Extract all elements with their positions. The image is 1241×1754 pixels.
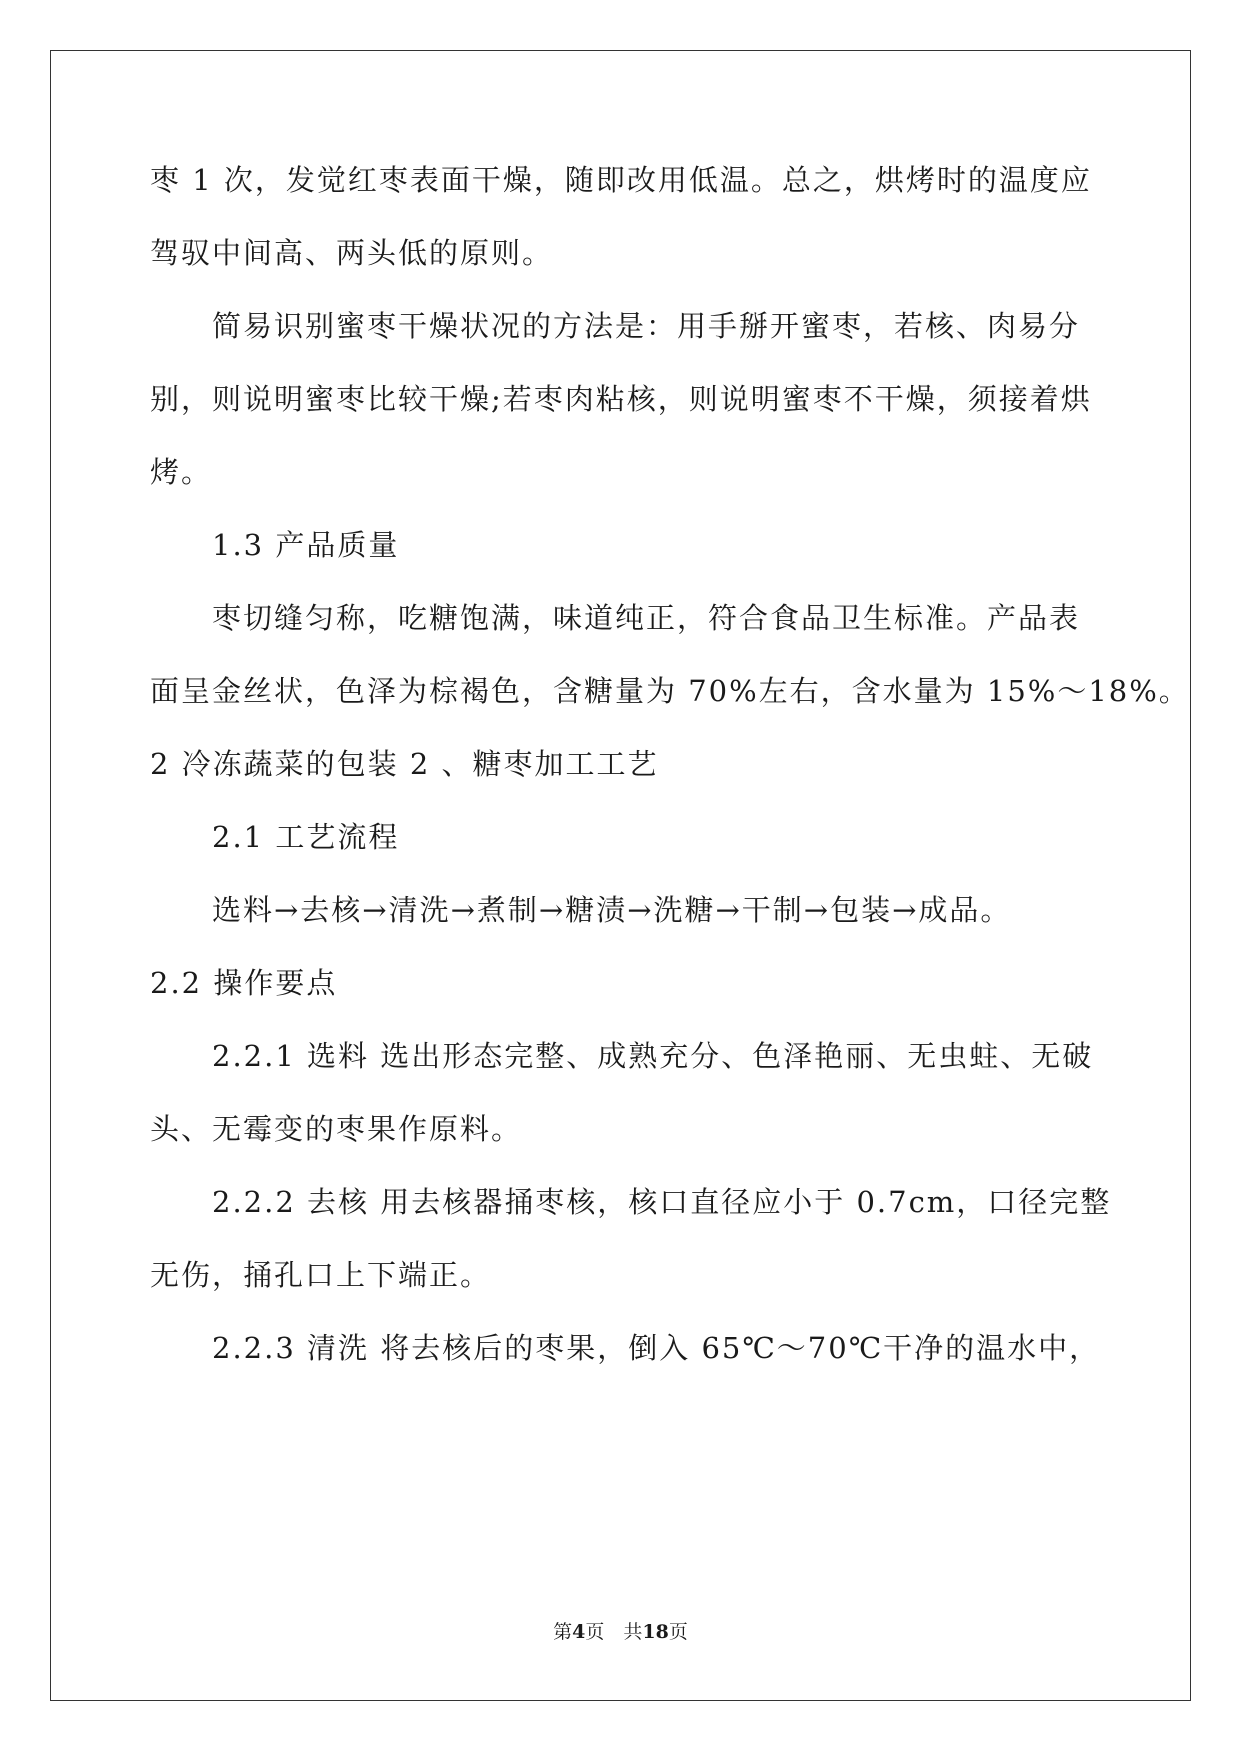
text-line: 枣 1 次，发觉红枣表面干燥，随即改用低温。总之，烘烤时的温度应 (150, 163, 1092, 197)
page-border (50, 50, 1191, 1701)
section-heading: 2.2 操作要点 (150, 966, 338, 1000)
text-line: 2.2.2 去核 用去核器捅枣核，核口直径应小于 0.7cm，口径完整 (212, 1185, 1112, 1219)
footer-mid: 页 共 (585, 1621, 643, 1643)
text-line: 烤。 (150, 455, 213, 489)
section-heading: 2.1 工艺流程 (212, 820, 400, 854)
footer-prefix: 第 (553, 1621, 573, 1643)
text-line: 别，则说明蜜枣比较干燥;若枣肉粘核，则说明蜜枣不干燥，须接着烘 (150, 382, 1092, 416)
footer-suffix: 页 (668, 1621, 688, 1643)
section-heading: 2 冷冻蔬菜的包装 2 、糖枣加工工艺 (150, 747, 659, 781)
section-heading: 1.3 产品质量 (212, 528, 400, 562)
text-line: 2.2.1 选料 选出形态完整、成熟充分、色泽艳丽、无虫蛀、无破 (212, 1039, 1094, 1073)
text-line: 枣切缝匀称，吃糖饱满，味道纯正，符合食品卫生标准。产品表 (212, 601, 1081, 635)
text-line: 头、无霉变的枣果作原料。 (150, 1112, 523, 1146)
text-line: 面呈金丝状，色泽为棕褐色，含糖量为 70%左右，含水量为 15%～18%。 (150, 674, 1190, 708)
page-footer (0, 1617, 1241, 1644)
text-line: 简易识别蜜枣干燥状况的方法是：用手掰开蜜枣，若核、肉易分 (212, 309, 1081, 343)
text-line: 驾驭中间高、两头低的原则。 (150, 236, 554, 270)
current-page-number: 4 (572, 1621, 586, 1643)
process-flow-text: 选料→去核→清洗→煮制→糖渍→洗糖→干制→包装→成品。 (212, 893, 1012, 927)
total-page-count: 18 (642, 1621, 669, 1643)
text-line: 2.2.3 清洗 将去核后的枣果，倒入 65℃～70℃干净的温水中， (212, 1331, 1101, 1365)
text-line: 无伤，捅孔口上下端正。 (150, 1258, 492, 1292)
